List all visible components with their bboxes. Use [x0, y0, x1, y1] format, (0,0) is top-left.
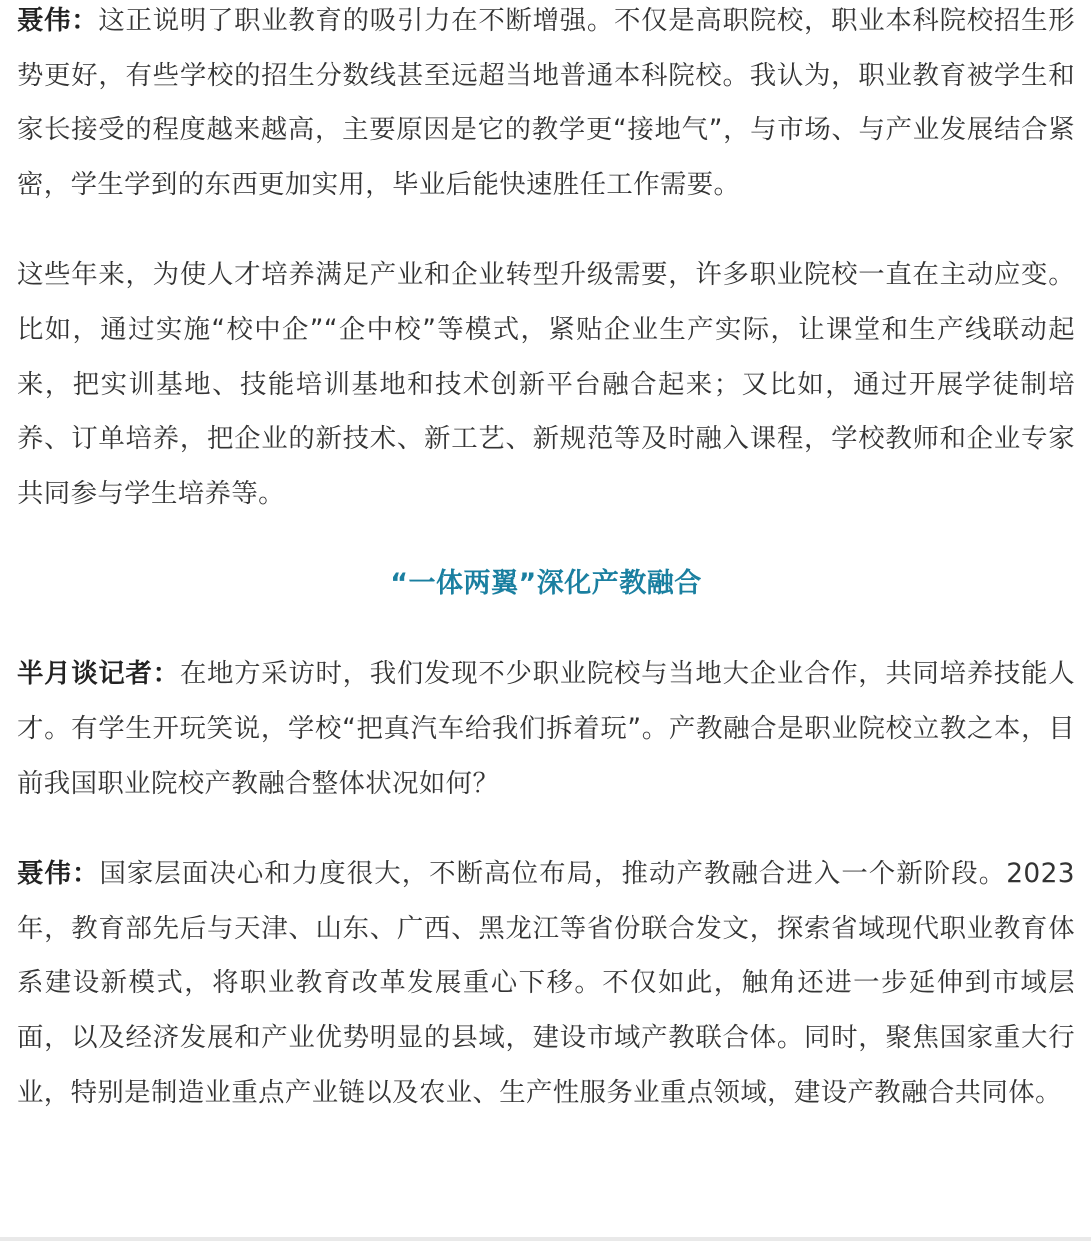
speaker-label: 聂伟： — [17, 5, 99, 36]
paragraph-text: 在地方采访时，我们发现不少职业院校与当地大企业合作，共同培养技能人才。有学生开玩笑说，学校“把真汽车给我们拆着玩”。产教融合是职业院校立教之本，目前我国职业院校产教融合整体状况如何？ — [17, 658, 1075, 799]
section-heading: “一体两翼”深化产教融合 — [390, 568, 702, 600]
paragraph-text: 这些年来，为使人才培养满足产业和企业转型升级需要，许多职业院校一直在主动应变。比如，通过实施“校中企”“企中校”等模式，紧贴企业生产实际，让课堂和生产线联动起来，把实训基地、技能培训基地和技术创新平台融合起来；又比如，通过开展学徒制培养、订单培养，把企业的新技术、新工艺、新规范等及时融入课程，学校教师和企业专家共同参与学生培养等。 — [17, 259, 1075, 509]
paragraph-4 — [17, 847, 1075, 1120]
bottom-divider — [0, 1237, 1091, 1241]
article-body — [17, 0, 1075, 1120]
speaker-label: 半月谈记者： — [17, 658, 180, 690]
paragraph-text: 这正说明了职业教育的吸引力在不断增强。不仅是高职院校，职业本科院校招生形势更好，有些学校的招生分数线甚至远超当地普通本科院校。我认为，职业教育被学生和家长接受的程度越来越高，主要原因是它的教学更“接地气”，与市场、与产业发展结合紧密，学生学到的东西更加实用，毕业后能快速胜任工作需要。 — [17, 5, 1075, 200]
paragraph-1 — [17, 0, 1075, 212]
paragraph-gap — [17, 611, 1075, 647]
paragraph-gap — [17, 521, 1075, 557]
paragraph-text: 国家层面决心和力度很大，不断高位布局，推动产教融合进入一个新阶段。2023年，教育部先后与天津、山东、广西、黑龙江等省份联合发文，探索省域现代职业教育体系建设新模式，将职业教育改革发展重心下移。不仅如此，触角还进一步延伸到市域层面，以及经济发展和产业优势明显的县域，建设市域产教联合体。同时，聚焦国家重大行业，特别是制造业重点产业链以及农业、生产性服务业重点领域，建设产教融合共同体。 — [17, 858, 1075, 1108]
speaker-label: 聂伟： — [17, 858, 100, 890]
paragraph-gap — [17, 811, 1075, 847]
paragraph-2 — [17, 248, 1075, 521]
paragraph-3 — [17, 647, 1075, 811]
paragraph-gap — [17, 212, 1075, 248]
